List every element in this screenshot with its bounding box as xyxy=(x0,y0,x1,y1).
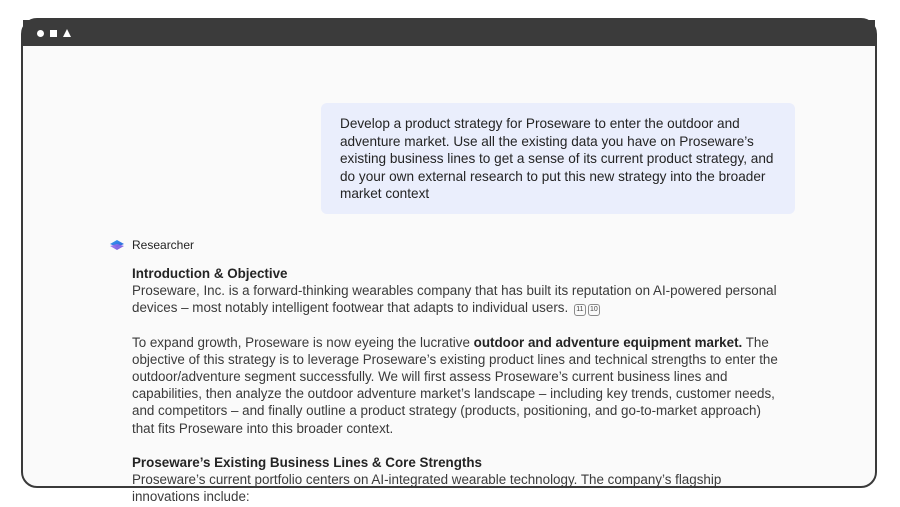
intro-paragraph xyxy=(132,282,782,316)
title-bar xyxy=(23,20,875,46)
app-window xyxy=(21,18,877,505)
intro-heading: Introduction & Objective xyxy=(132,266,288,281)
assistant-name: Researcher xyxy=(132,238,195,252)
assistant-header xyxy=(109,238,194,252)
intro-text: Proseware, Inc. is a forward-thinking wearables company that has built its reputation on AI-powered personal devices – most notably intelligent footwear that adapts to individual users. xyxy=(132,283,777,316)
strategy-paragraph xyxy=(132,334,782,437)
strategy-emphasis: outdoor and adventure equipment market. xyxy=(473,334,743,350)
user-message-text: Develop a product strategy for Proseware to enter the outdoor and adventure market. Use all the existing data you have on Proseware’s existing business lines to get a sense of its current product strategy, and do your own external research to put this new strategy into the broader market context xyxy=(340,116,774,201)
strategy-text-start: To expand growth, Proseware is now eyeing the lucrative xyxy=(132,334,474,350)
citation-badge[interactable]: 11 xyxy=(574,304,586,316)
window-minimize-icon[interactable] xyxy=(63,29,71,37)
assistant-response xyxy=(132,265,782,505)
window-maximize-icon[interactable] xyxy=(50,30,57,37)
window-close-icon[interactable] xyxy=(37,30,44,37)
chat-area xyxy=(23,46,875,505)
user-message-bubble xyxy=(321,103,795,214)
strategy-text-end: The objective of this strategy is to leverage Proseware’s existing product lines and technical strengths to enter the outdoor/adventure segment successfully. We will first assess Proseware’s current business lines and capabilities, then analyze the outdoor adventure market’s landscape – including key trends, customer needs, and competitors – and finally outline a product strategy (products, positioning, and go-to-market approach) that fits Proseware into this broader context. xyxy=(132,334,778,436)
business-heading: Proseware’s Existing Business Lines & Core Strengths xyxy=(132,454,483,470)
researcher-logo-icon xyxy=(109,239,125,251)
citation-badge[interactable]: 10 xyxy=(588,304,600,316)
business-paragraph: Proseware’s current portfolio centers on AI-integrated wearable technology. The company’s flagship innovations include: xyxy=(132,472,722,505)
